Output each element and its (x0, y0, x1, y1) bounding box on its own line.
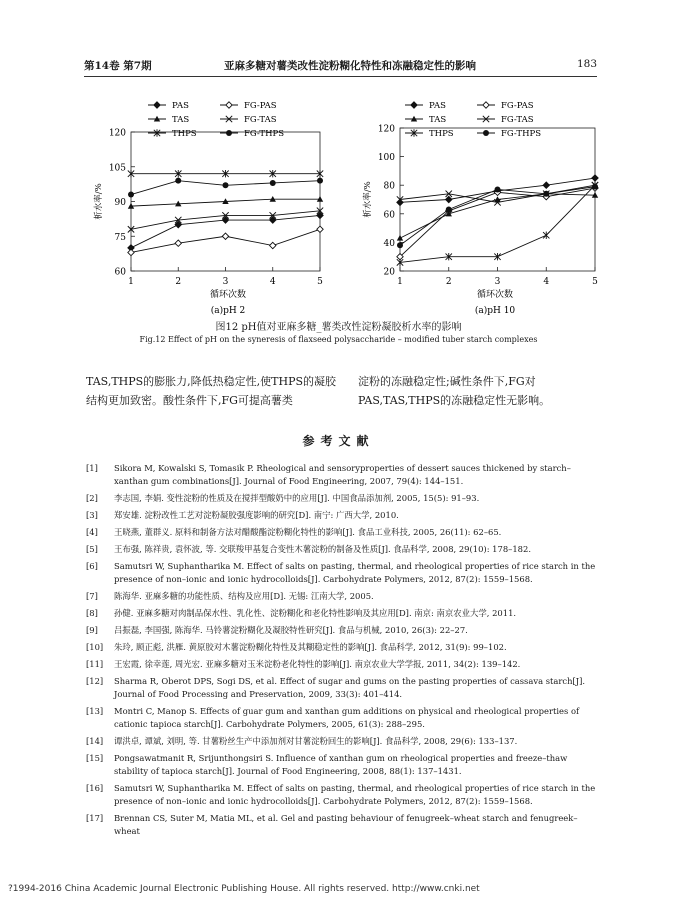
x-axis-label: 循环次数 (476, 290, 514, 300)
reference-text: 李志国, 李娟. 变性淀粉的性质及在搅拌型酸奶中的应用[J]. 中国食品添加剂, 2005, 15(5): 91–93. (114, 493, 480, 503)
reference-number: [11] (86, 659, 104, 669)
reference-number: [10] (86, 642, 104, 652)
reference-text: Samutsri W, Suphantharika M. Effect of salts on pasting, thermal, and rheological properties of rice starch in the presence of non–ionic and ionic hydrocolloids[J]. Carbohydrate Polymers, 2012, 87(2): 1559–1568. (114, 561, 596, 584)
reference-item (86, 641, 598, 654)
reference-text: Samutsri W, Suphantharika M. Effect of salts on pasting, thermal, and rheological properties of rice starch in the presence of non–ionic and ionic hydrocolloids[J]. Carbohydrate Polymers, 2012, 87(2): 1559–1568. (114, 783, 596, 806)
reference-text: 陈海华. 亚麻多糖的功能性质、结构及应用[D]. 无锡: 江南大学, 2005. (114, 591, 374, 601)
series-fg-thps (128, 178, 323, 198)
reference-text: Sharma R, Oberot DPS, Sogi DS, et al. Effect of sugar and gums on the pasting properties of cassava starch[J]. Journal of Food Processing and Preservation, 2009, 33(3): 401–414. (114, 676, 586, 699)
legend-entry (220, 115, 277, 125)
reference-item (86, 658, 598, 671)
reference-text: 谭洪卓, 谭斌, 刘明, 等. 甘薯粉丝生产中添加剂对甘薯淀粉回生的影响[J]. 食品科学, 2008, 29(6): 133–137. (114, 736, 518, 746)
reference-list (86, 462, 598, 842)
legend-entry (220, 101, 277, 111)
legend-label: FG-THPS (244, 129, 285, 139)
x-tick-label: 1 (128, 277, 134, 287)
y-tick-label: 75 (114, 232, 126, 243)
series-fg-pas (128, 226, 323, 256)
series-thps (128, 170, 323, 177)
reference-item (86, 509, 598, 522)
series-tas (128, 196, 323, 209)
reference-number: [4] (86, 527, 98, 537)
reference-number: [7] (86, 591, 98, 601)
reference-text: 孙健. 亚麻多糖对肉制品保水性、乳化性、淀粉糊化和老化特性影响及其应用[D]. 南京: 南京农业大学, 2011. (114, 608, 517, 618)
reference-number: [12] (86, 676, 104, 686)
reference-number: [17] (86, 813, 104, 823)
y-tick-label: 90 (114, 198, 126, 208)
y-tick-label: 60 (114, 267, 126, 278)
data-point-marker (592, 175, 598, 181)
data-point-marker (543, 191, 549, 197)
legend-label: FG-THPS (501, 129, 542, 139)
data-point-marker (543, 232, 549, 239)
data-point-marker (175, 178, 181, 184)
reference-text: 朱玲, 顾正彪, 洪雁. 黄原胶对木薯淀粉糊化特性及其糊稳定性的影响[J]. 食品科学, 2012, 31(9): 99–102. (114, 642, 507, 652)
reference-item (86, 812, 598, 838)
y-tick-label: 20 (383, 267, 395, 278)
reference-number: [6] (86, 561, 98, 571)
figure-12 (0, 0, 677, 320)
data-point-marker (270, 242, 276, 248)
copyright-footer: ?1994-2016 China Academic Journal Electronic Publishing House. All rights reserved. http://www.cnki.net (8, 884, 480, 894)
legend-label: TAS (429, 115, 447, 125)
reference-item (86, 590, 598, 603)
body-text-left: TAS,THPS的膨胀力,降低热稳定性,使THPS的凝胶结构更加致密。酸性条件下,FG可提高薯类 (86, 375, 337, 407)
reference-item (86, 526, 598, 539)
x-tick-label: 2 (445, 277, 452, 287)
y-tick-label: 80 (383, 181, 395, 192)
reference-text: Sikora M, Kowalski S, Tomasik P. Rheological and sensoryproperties of dessert sauces thickened by starch–xanthan gum combinations[J]. Journal of Food Engineering, 2007, 79(4): 144–151. (114, 463, 571, 486)
reference-text: Pongsawatmanit R, Srijunthongsiri S. Influence of xanthan gum on rheological properties and freeze–thaw stability of tapioca starch[J]. Journal of Food Engineering, 2008, 88(1): 137–1431. (114, 753, 568, 776)
x-tick-label: 1 (397, 277, 403, 287)
legend-entry (148, 101, 189, 111)
data-point-marker (543, 182, 549, 188)
reference-text: Brennan CS, Suter M, Matia ML, et al. Gel and pasting behaviour of fenugreek–wheat starch and fenugreek–wheat (114, 813, 578, 836)
running-title: 亚麻多糖对薯类改性淀粉糊化特性和冻融稳定性的影响 (224, 60, 476, 72)
legend-label: FG-PAS (501, 101, 534, 111)
figure-caption-en: Fig.12 Effect of pH on the syneresis of flaxseed polysaccharide – modified tuber starch complexes (139, 335, 538, 344)
y-tick-label: 100 (377, 153, 395, 164)
reference-item (86, 462, 598, 488)
body-text-right: 淀粉的冻融稳定性;碱性条件下,FG对PAS,TAS,THPS的冻融稳定性无影响。 (358, 375, 551, 407)
legend-label: THPS (172, 129, 197, 139)
data-point-marker (128, 192, 134, 198)
x-tick-label: 4 (543, 277, 550, 287)
data-point-marker (411, 102, 417, 108)
volume-issue: 第14卷 第7期 (84, 60, 152, 72)
legend-entry (477, 101, 534, 111)
y-tick-label: 60 (383, 210, 395, 221)
legend-entry (148, 115, 189, 125)
reference-number: [2] (86, 493, 98, 503)
legend-label: FG-TAS (501, 115, 534, 125)
reference-item (86, 492, 598, 505)
data-point-marker (154, 102, 160, 108)
y-axis-label: 析水率/% (363, 181, 373, 218)
reference-text: 吕振磊, 李国强, 陈海华. 马铃薯淀粉糊化及凝胶特性研究[J]. 食品与机械, 2010, 26(3): 22–27. (114, 625, 468, 635)
data-point-marker (226, 102, 232, 108)
reference-number: [1] (86, 463, 98, 473)
data-point-marker (592, 184, 598, 190)
legend-label: THPS (429, 129, 454, 139)
references-title: 参考文献 (302, 434, 375, 448)
reference-item (86, 675, 598, 701)
legend-entry (220, 129, 284, 139)
reference-number: [9] (86, 625, 98, 635)
reference-text: 王晓燕, 董群义. 原料和制备方法对醋酸酯淀粉糊化特性的影响[J]. 食品工业科技, 2005, 26(11): 62–65. (114, 527, 502, 537)
data-point-marker (495, 186, 501, 192)
data-point-marker (317, 226, 323, 232)
reference-number: [13] (86, 706, 104, 716)
page-number: 183 (576, 58, 597, 70)
data-point-marker (446, 207, 452, 213)
reference-text: 郑安雄. 淀粉改性工艺对淀粉凝胶强度影响的研究[D]. 南宁: 广西大学, 2010. (114, 510, 399, 520)
legend-entry (477, 115, 534, 125)
reference-item (86, 624, 598, 637)
y-tick-label: 120 (108, 128, 126, 139)
data-point-marker (226, 130, 232, 136)
legend-label: FG-PAS (244, 101, 277, 111)
reference-text: 王宏霞, 徐幸莲, 周光宏. 亚麻多糖对玉米淀粉老化特性的影响[J]. 南京农业大学学报, 2011, 34(2): 139–142. (114, 659, 521, 669)
series-pas (128, 212, 323, 251)
chart-panel (93, 101, 323, 316)
legend-label: PAS (172, 101, 189, 111)
y-axis-label: 析水率/% (94, 183, 104, 220)
x-tick-label: 2 (175, 277, 182, 287)
y-tick-label: 105 (108, 163, 126, 174)
y-tick-label: 120 (377, 124, 395, 135)
legend-label: TAS (172, 115, 190, 125)
reference-number: [5] (86, 544, 98, 554)
data-point-marker (222, 233, 228, 239)
legend-entry (405, 129, 454, 139)
reference-item (86, 735, 598, 748)
y-tick-label: 40 (383, 238, 395, 249)
panel-label: (a)pH 2 (210, 306, 246, 316)
figure-caption-cn: 图12 pH值对亚麻多糖_薯类改性淀粉凝胶析水率的影响 (215, 322, 462, 333)
data-point-marker (446, 196, 452, 202)
reference-text: 王布强, 陈祥贵, 袁怀波, 等. 交联羧甲基复合变性木薯淀粉的制备及性质[J]. 食品科学, 2008, 29(10): 178–182. (114, 544, 532, 554)
reference-number: [15] (86, 753, 104, 763)
legend-label: PAS (429, 101, 446, 111)
data-point-marker (175, 240, 181, 246)
x-tick-label: 3 (494, 277, 501, 287)
data-point-marker (270, 180, 276, 186)
legend-label: FG-TAS (244, 115, 277, 125)
data-point-marker (483, 130, 489, 136)
data-point-marker (223, 182, 229, 188)
legend-entry (405, 101, 446, 111)
legend-entry (477, 129, 541, 139)
legend-entry (148, 129, 197, 139)
reference-item (86, 705, 598, 731)
reference-item (86, 560, 598, 586)
legend-entry (405, 115, 446, 125)
series-tas (397, 191, 598, 241)
reference-number: [8] (86, 608, 98, 618)
reference-item (86, 752, 598, 778)
x-tick-label: 5 (592, 277, 598, 287)
panel-label: (a)pH 10 (474, 306, 516, 316)
data-point-marker (397, 235, 403, 241)
reference-number: [16] (86, 783, 104, 793)
reference-item (86, 607, 598, 620)
data-point-marker (397, 242, 403, 248)
reference-number: [14] (86, 736, 104, 746)
reference-item (86, 782, 598, 808)
chart-panel (362, 101, 598, 316)
x-tick-label: 5 (317, 277, 323, 287)
data-point-marker (483, 102, 489, 108)
data-point-marker (317, 178, 323, 184)
data-point-marker (128, 249, 134, 255)
reference-number: [3] (86, 510, 98, 520)
x-tick-label: 3 (222, 277, 229, 287)
reference-item (86, 543, 598, 556)
reference-text: Montri C, Manop S. Effects of guar gum and xanthan gum additions on physical and rheological properties of cationic tapioca starch[J]. Carbohydrate Polymers, 2005, 61(3): 288–295. (114, 706, 580, 729)
x-tick-label: 4 (269, 277, 276, 287)
x-axis-label: 循环次数 (209, 290, 247, 300)
